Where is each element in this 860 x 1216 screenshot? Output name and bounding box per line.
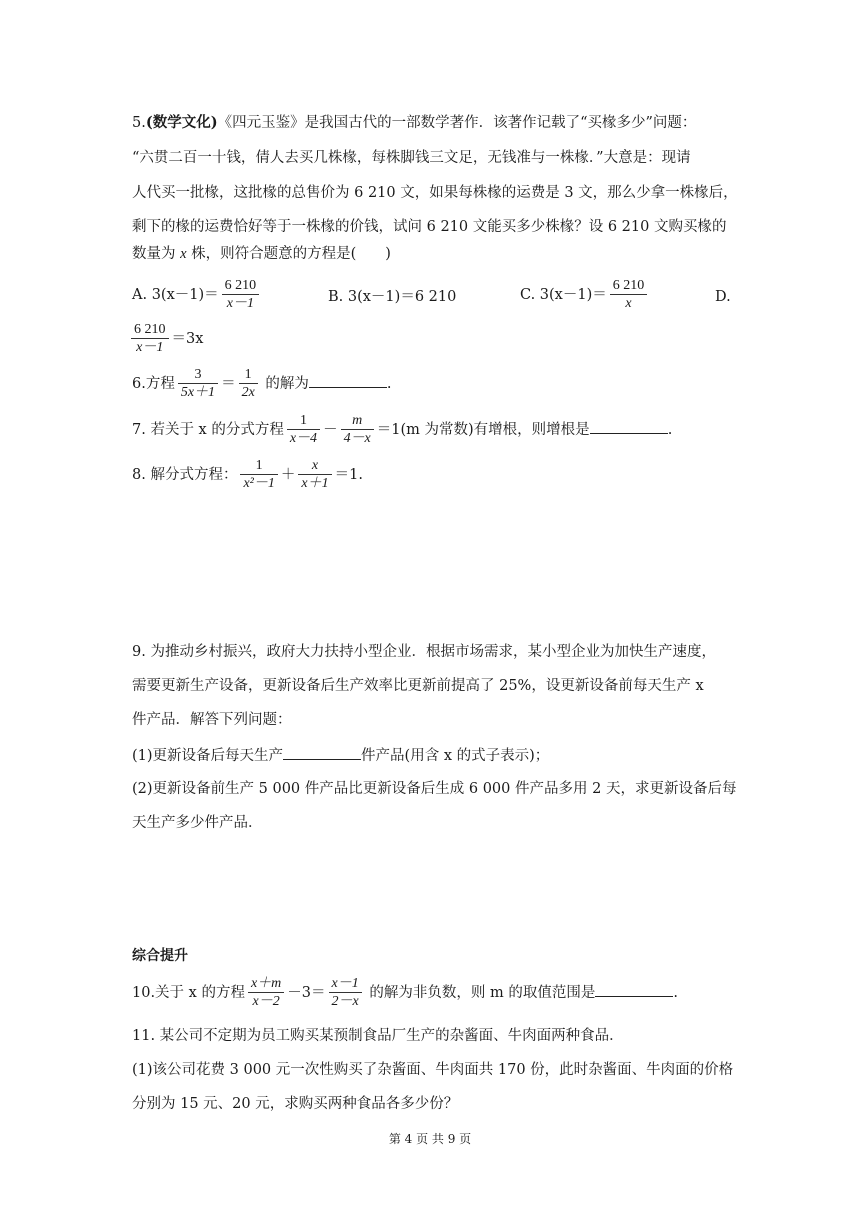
q8-prefix: 8. 解分式方程：	[132, 467, 238, 483]
q9-part-2-line-1	[132, 779, 736, 799]
q10-suffix: 的解为非负数，则 m 的取值范围是	[364, 985, 596, 1001]
q10-period: .	[673, 985, 678, 1001]
q5-number: 5.	[132, 115, 146, 131]
fraction-numerator: x－1	[331, 976, 359, 991]
fraction-numerator: 6 210	[134, 322, 166, 337]
q5-text-4: 剩下的椽的运费恰好等于一株椽的价钱，试问 6 210 文能买多少株椽？设 6 210 文购买椽的	[132, 219, 727, 235]
fraction-numerator: x	[311, 458, 319, 473]
q5-option-c-label: C. 3(x－1)＝	[520, 287, 607, 303]
q5-option-c	[520, 278, 650, 312]
fraction-numerator: 1	[299, 413, 307, 428]
fraction-numerator: 1	[255, 458, 263, 473]
q9-line-2	[132, 676, 704, 696]
q7-answer-blank	[590, 419, 668, 434]
q10-fraction-1	[248, 976, 284, 1010]
fraction-numerator: x＋m	[250, 976, 282, 991]
section-heading: 综合提升	[132, 948, 188, 964]
q9-part-2-text-2: 天生产多少件产品．	[132, 815, 263, 831]
fraction-denominator: 2－x	[329, 992, 362, 1010]
q7-suffix: ＝1(m 为常数)有增根，则增根是	[376, 422, 590, 438]
q6-period: .	[386, 376, 392, 392]
fraction-denominator: 4－x	[341, 429, 374, 447]
q5-option-a	[132, 278, 262, 312]
fraction-numerator: 1	[244, 367, 252, 382]
q6-suffix: 的解为	[260, 376, 309, 392]
q7-period: .	[667, 422, 673, 438]
q7-minus: －	[323, 422, 338, 438]
q11-line-2	[132, 1060, 733, 1080]
fraction-numerator: 6 210	[612, 278, 645, 293]
q7-prefix: 7. 若关于 x 的分式方程	[132, 422, 284, 438]
fraction-denominator: x²－1	[240, 474, 277, 492]
page-footer: 第 4 页 共 9 页	[388, 1132, 472, 1146]
q5-option-d-fraction	[131, 322, 169, 356]
q6	[132, 367, 392, 401]
fraction-denominator: 5x＋1	[178, 383, 218, 401]
q5-option-d-tail: ＝3x	[171, 331, 204, 347]
q5-line-2	[132, 148, 691, 168]
q6-fraction-2	[239, 367, 258, 401]
q5-line-4	[132, 217, 726, 237]
fraction-numerator: m	[352, 413, 363, 428]
q6-fraction-1	[178, 367, 218, 401]
q8-plus: ＋	[280, 467, 296, 483]
q10	[132, 976, 678, 1010]
fraction-denominator: 2x	[239, 383, 258, 401]
q8-fraction-2	[298, 458, 331, 492]
q8-fraction-1	[240, 458, 277, 492]
fraction-numerator: 6 210	[224, 278, 257, 293]
q11-text-2: (1)该公司花费 3 000 元一次性购买了杂酱面、牛肉面共 170 份，此时杂酱面、牛肉面的价格	[132, 1062, 734, 1078]
fraction-denominator: x	[610, 294, 648, 312]
q5-option-d	[128, 322, 203, 356]
q9-line-3	[132, 710, 292, 730]
q9-answer-blank	[283, 745, 361, 760]
q5-option-b-label: B. 3(x－1)＝6 210	[328, 289, 457, 305]
q10-answer-blank	[595, 982, 673, 997]
q11-text-1: 11. 某公司不定期为员工购买某预制食品厂生产的杂酱面、牛肉面两种食品．	[132, 1028, 624, 1044]
q9-part-2-line-2	[132, 813, 263, 833]
q6-equals: ＝	[221, 376, 236, 392]
q9-part-1-prefix: (1)更新设备后每天生产	[132, 748, 284, 764]
fraction-numerator: 3	[194, 367, 202, 382]
q8	[132, 458, 363, 492]
q11-text-3: 分别为 15 元、20 元，求购买两种食品各多少份？	[132, 1096, 459, 1112]
q5-text-5c: 株，则符合题意的方程是( )	[186, 246, 391, 262]
fraction-denominator: x－2	[248, 992, 284, 1010]
q5-option-b	[328, 287, 456, 307]
q7-fraction-1	[287, 413, 320, 447]
q5-var-x: x	[180, 246, 187, 262]
q9-part-1-suffix: 件产品(用含 x 的式子表示)；	[361, 748, 550, 764]
q5-option-c-fraction	[610, 278, 648, 312]
q5-text-2: “六贯二百一十钱，倩人去买几株椽，每株脚钱三文足，无钱准与一株椽．”大意是：现请	[132, 150, 691, 166]
q10-middle: －3＝	[287, 985, 326, 1001]
q11-line-3	[132, 1094, 458, 1114]
q6-answer-blank	[309, 373, 387, 388]
q5-option-d-letter: D.	[715, 289, 731, 305]
q9-text-1: 9. 为推动乡村振兴，政府大力扶持小型企业．根据市场需求，某小型企业为加快生产速度，	[132, 644, 716, 660]
q11-line-1	[132, 1026, 624, 1046]
q9-text-2: 需要更新生产设备，更新设备后生产效率比更新前提高了 25%，设更新设备前每天生产 x	[132, 678, 704, 694]
q9-part-2-text-1: (2)更新设备前生产 5 000 件产品比更新设备后生成 6 000 件产品多用 2 天，求更新设备后每	[132, 781, 737, 797]
fraction-denominator: x－1	[131, 338, 169, 356]
q5-text-1: 《四元玉鉴》是我国古代的一部数学著作．该著作记载了“买椽多少”问题：	[217, 115, 697, 131]
q5-tag: (数学文化)	[145, 114, 218, 131]
q8-suffix: ＝1.	[334, 467, 363, 483]
q10-prefix: 10.关于 x 的方程	[132, 985, 245, 1001]
q5-line-5	[132, 244, 391, 264]
q5-line-1	[132, 113, 696, 133]
fraction-denominator: x＋1	[298, 474, 331, 492]
q7	[132, 413, 672, 447]
fraction-denominator: x－4	[287, 429, 320, 447]
q5-option-d-label	[715, 287, 731, 307]
q9-text-3: 件产品．解答下列问题：	[132, 712, 292, 728]
q5-line-3	[132, 183, 738, 203]
q6-prefix: 6.方程	[132, 376, 175, 392]
q9-part-1	[132, 745, 549, 766]
q5-text-5a: 数量为	[132, 246, 181, 262]
fraction-denominator: x－1	[222, 294, 260, 312]
q5-option-a-fraction	[222, 278, 260, 312]
q9-line-1	[132, 642, 716, 662]
q5-option-a-label: A. 3(x－1)＝	[132, 287, 219, 303]
q10-fraction-2	[329, 976, 362, 1010]
q5-text-3: 人代买一批椽，这批椽的总售价为 6 210 文，如果每株椽的运费是 3 文，那么少拿一株椽后，	[132, 185, 738, 201]
q7-fraction-2	[341, 413, 374, 447]
